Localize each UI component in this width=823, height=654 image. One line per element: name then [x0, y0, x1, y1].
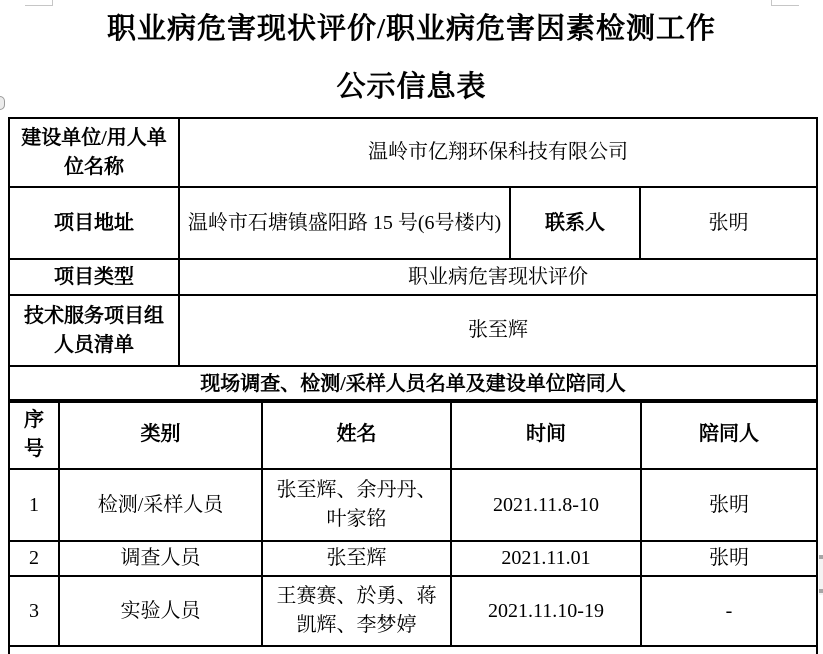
- project-type-value: 职业病危害现状评价: [179, 259, 817, 295]
- cell-seq: 3: [9, 576, 59, 646]
- personnel-table: [8, 399, 818, 654]
- service-team-value: 张至辉: [179, 295, 817, 366]
- personnel-section-header: 现场调查、检测/采样人员名单及建设单位陪同人: [9, 366, 817, 402]
- project-address-label: 项目地址: [9, 187, 179, 259]
- table-row-service-team: [9, 295, 817, 366]
- cell-name: 张至辉、余丹丹、叶家铭: [262, 469, 451, 541]
- personnel-row-partial: [9, 646, 817, 654]
- document-title: [0, 0, 823, 106]
- cell-time: 2021.11.8-10: [451, 469, 641, 541]
- unit-name-value: 温岭市亿翔环保科技有限公司: [179, 118, 817, 187]
- cell-escort: 张明: [641, 469, 817, 541]
- table-row-project-type: [9, 259, 817, 295]
- cell-category: 调查人员: [59, 541, 262, 576]
- table-row-section-header: [9, 366, 817, 402]
- personnel-header-row: [9, 400, 817, 469]
- project-address-value: 温岭市石塘镇盛阳路 15 号(6号楼内): [179, 187, 510, 259]
- cell-seq: 2: [9, 541, 59, 576]
- header-cell-time: 时间: [451, 400, 641, 469]
- personnel-row-3: [9, 576, 817, 646]
- scrollbar-thumb-bottom[interactable]: [819, 589, 823, 593]
- cell-escort: 张明: [641, 541, 817, 576]
- unit-name-label: 建设单位/用人单位名称: [9, 118, 179, 187]
- header-cell-escort: 陪同人: [641, 400, 817, 469]
- personnel-row-2: [9, 541, 817, 576]
- cell-name: 张至辉: [262, 541, 451, 576]
- contact-label: 联系人: [510, 187, 640, 259]
- table-row-unit-name: [9, 118, 817, 187]
- cell-name: 王赛赛、於勇、蒋凯辉、李梦婷: [262, 576, 451, 646]
- empty-partial-cell: [9, 646, 817, 654]
- project-info-table: [8, 117, 818, 403]
- document-title-line1: 职业病危害现状评价/职业病危害因素检测工作: [106, 13, 717, 45]
- document-title-line2: 公示信息表: [336, 70, 487, 103]
- contact-value: 张明: [640, 187, 817, 259]
- scrollbar-thumb-top[interactable]: [819, 555, 823, 559]
- scrollbar-fragment[interactable]: [819, 555, 823, 595]
- cell-category: 实验人员: [59, 576, 262, 646]
- project-type-label: 项目类型: [9, 259, 179, 295]
- table-row-project-address: [9, 187, 817, 259]
- header-cell-name: 姓名: [262, 400, 451, 469]
- header-cell-seq: 序号: [9, 400, 59, 469]
- service-team-label: 技术服务项目组人员清单: [9, 295, 179, 366]
- cell-escort: -: [641, 576, 817, 646]
- cell-category: 检测/采样人员: [59, 469, 262, 541]
- personnel-row-1: [9, 469, 817, 541]
- cell-time: 2021.11.01: [451, 541, 641, 576]
- cell-time: 2021.11.10-19: [451, 576, 641, 646]
- header-cell-category: 类别: [59, 400, 262, 469]
- cell-seq: 1: [9, 469, 59, 541]
